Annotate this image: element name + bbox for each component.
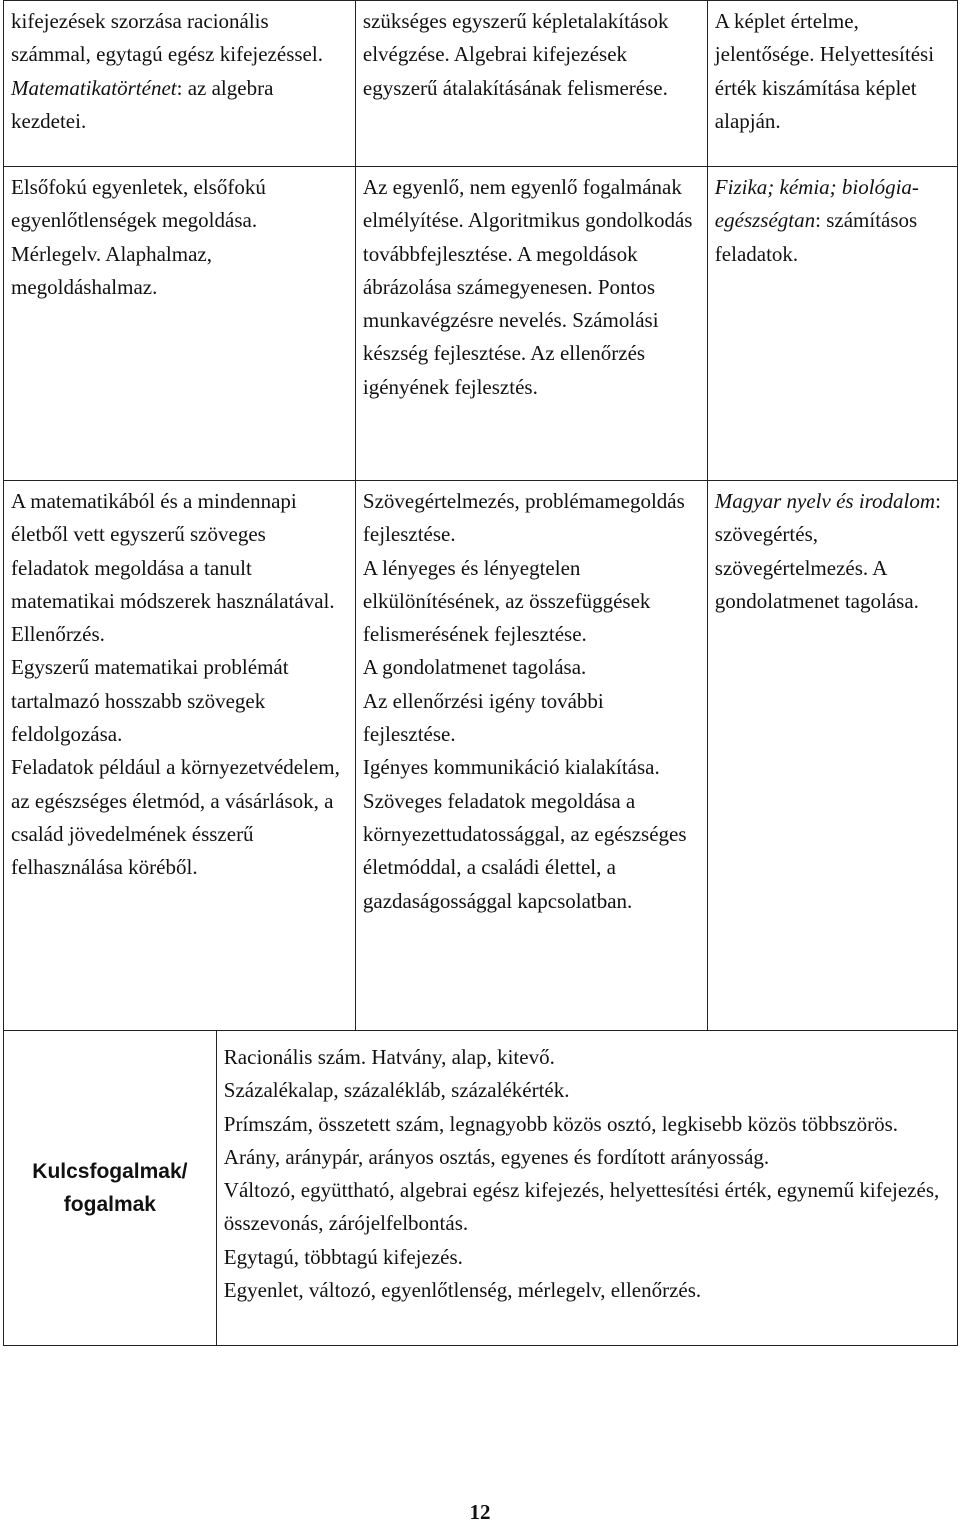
text-run: A lényeges és lényegtelen elkülönítésének, az összefüggések felismerésének fejlesztése. xyxy=(362,555,651,647)
page-number: 12 xyxy=(469,1500,491,1524)
cell-paragraph xyxy=(363,5,701,105)
cell-paragraph xyxy=(11,171,349,304)
key-concepts-list xyxy=(216,1031,957,1346)
key-concepts-label-line2: fogalmak xyxy=(63,1193,156,1216)
connections-cell xyxy=(707,481,957,1031)
text-run: Egyszerű matematikai problémát tartalmazó hosszabb szövegek feldolgozása. xyxy=(11,655,289,747)
cell-paragraph xyxy=(363,651,701,684)
cell-paragraph xyxy=(715,485,951,618)
table-row xyxy=(4,1,958,167)
cell-paragraph xyxy=(11,5,349,138)
content-cell xyxy=(4,481,356,1031)
content-cell xyxy=(4,1,356,167)
goals-cell xyxy=(355,167,707,481)
table-row xyxy=(4,481,958,1031)
goals-cell xyxy=(355,481,707,1031)
key-concept-line: Százalékalap, százalékláb, százalékérték. xyxy=(223,1078,570,1103)
text-run: kifejezések szorzása racionális számmal, egytagú egész kifejezéssel. xyxy=(11,9,323,67)
cell-paragraph xyxy=(363,751,701,784)
text-run: Az ellenőrzési igény további fejlesztése. xyxy=(362,688,604,747)
text-run: Igényes kommunikáció kialakítása. xyxy=(362,755,660,780)
cell-paragraph xyxy=(715,171,951,271)
cell-paragraph xyxy=(363,485,701,552)
key-concept-line: Racionális szám. Hatvány, alap, kitevő. xyxy=(223,1045,555,1069)
key-concept-line: Egyenlet, változó, egyenlőtlenség, mérlegelv, ellenőrzés. xyxy=(223,1278,702,1303)
cell-paragraph xyxy=(363,171,701,404)
connections-cell xyxy=(707,167,957,481)
italic-text: Magyar nyelv és irodalom xyxy=(714,489,936,513)
cell-paragraph xyxy=(363,552,701,652)
cell-paragraph xyxy=(11,485,349,651)
connections-cell xyxy=(707,1,957,167)
cell-paragraph xyxy=(11,751,349,884)
cell-paragraph xyxy=(363,685,701,752)
key-concept-line: Változó, együttható, algebrai egész kifejezés, helyettesítési érték, egynemű kifejezés, összevonás, zárójelfelbontás. xyxy=(223,1178,940,1236)
text-run: : az algebra kezdetei. xyxy=(11,75,274,133)
italic-text: Fizika; kémia; biológia-egészségtan xyxy=(714,175,919,233)
text-run: A gondolatmenet tagolása. xyxy=(362,655,587,680)
curriculum-table xyxy=(3,0,958,1346)
key-concepts-row xyxy=(4,1031,958,1346)
table-row xyxy=(4,167,958,481)
content-cell xyxy=(4,167,356,481)
key-concepts-label-line1: Kulcsfogalmak/ xyxy=(32,1159,188,1183)
cell-paragraph xyxy=(11,651,349,751)
key-concepts-label xyxy=(4,1031,217,1346)
text-run: Szövegértelmezés, problémamegoldás fejlesztése. xyxy=(362,489,685,547)
text-run: A képlet értelme, jelentősége. Helyettesítési érték kiszámítása képlet alapján. xyxy=(714,9,935,133)
text-run: Feladatok például a környezetvédelem, az egészséges életmód, a vásárlások, a család jövedelmének ésszerű felhasználása köréből. xyxy=(11,755,340,880)
text-run: Az egyenlő, nem egyenlő fogalmának elmélyítése. Algoritmikus gondolkodás továbbfejlesztése. A megoldások ábrázolása számegyenesen. Pontos munkavégzésre nevelés. Számolási készség fejlesztése. Az ellenőrzés igényének fejlesztés. xyxy=(362,175,693,399)
text-run: : szövegértés, szövegértelmezés. A gondolatmenet tagolása. xyxy=(714,489,941,613)
text-run: : számításos feladatok. xyxy=(714,208,918,266)
cell-paragraph xyxy=(715,5,951,138)
key-concept-line: Egytagú, többtagú kifejezés. xyxy=(223,1244,463,1269)
text-run: szükséges egyszerű képletalakítások elvégzése. Algebrai kifejezések egyszerű átalakításának felismerése. xyxy=(362,9,669,100)
text-run: Szöveges feladatok megoldása a környezettudatossággal, az egészséges életmóddal, a családi élettel, a gazdaságossággal kapcsolatban. xyxy=(362,788,687,913)
key-concept-line: Prímszám, összetett szám, legnagyobb közös osztó, legkisebb közös többszörös. xyxy=(223,1111,899,1136)
goals-cell xyxy=(355,1,707,167)
text-run: Elsőfokú egyenletek, elsőfokú egyenlőtlenségek megoldása. Mérlegelv. Alaphalmaz, megoldáshalmaz. xyxy=(11,175,266,299)
key-concept-line: Arány, aránypár, arányos osztás, egyenes és fordított arányosság. xyxy=(223,1144,770,1169)
cell-paragraph xyxy=(363,785,701,918)
text-run: A matematikából és a mindennapi életből vett egyszerű szöveges feladatok megoldása a tanult matematikai módszerek használatával. Ellenőrzés. xyxy=(11,489,335,647)
italic-text: Matematikatörténet xyxy=(11,75,177,100)
